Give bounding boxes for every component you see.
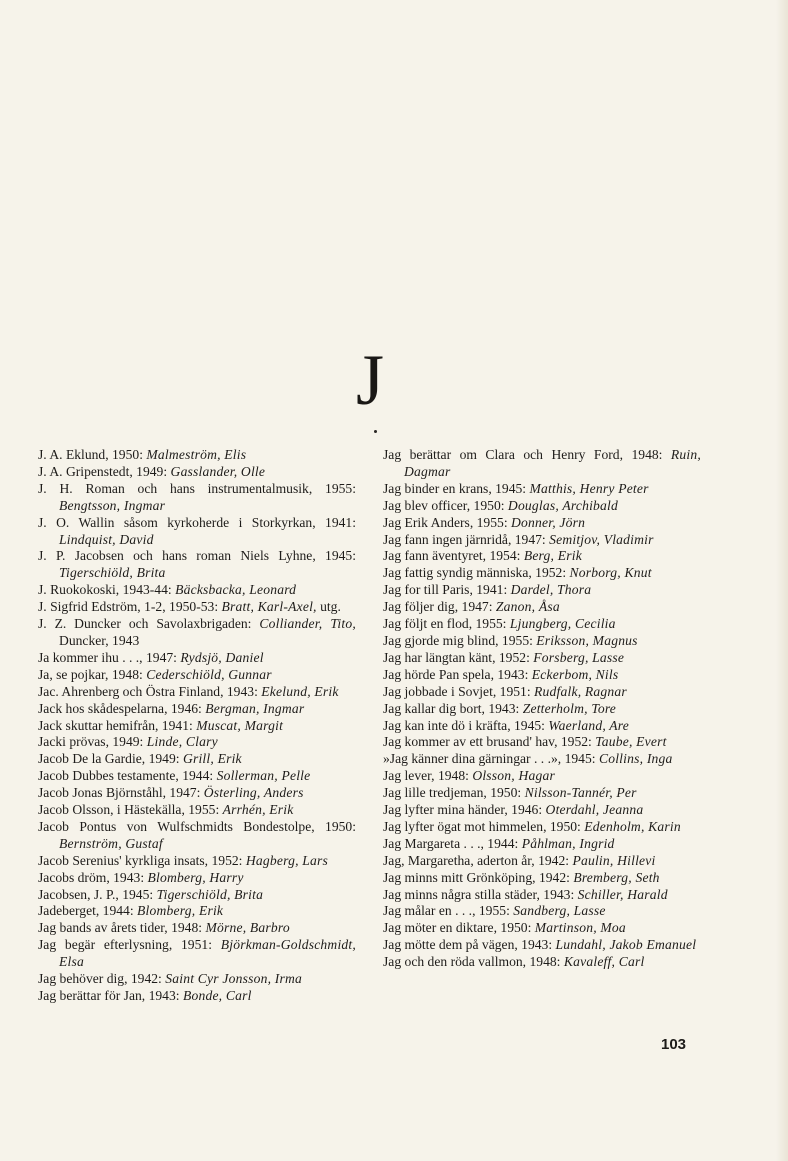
entry-title: Jag följt en flod, 1955:: [383, 616, 510, 632]
entry-author: Berg, Erik: [523, 548, 582, 564]
entry-title: Jack hos skådespelarna, 1946:: [38, 700, 206, 716]
entry-author: Bernström, Gustaf: [59, 835, 163, 851]
entry-author: Zetterholm, Tore: [522, 700, 617, 716]
entry-title: Jag binder en krans, 1945:: [383, 480, 530, 496]
entry-title: Jac. Ahrenberg och Östra Finland, 1943:: [38, 683, 262, 699]
index-entry: [38, 920, 356, 937]
entry-title: Jag och den röda vallmon, 1948:: [383, 954, 564, 970]
index-entry: [383, 684, 701, 701]
entry-title: Jacob Serenius' kyrkliga insats, 1952:: [38, 852, 246, 868]
entry-author: Tigerschiöld, Brita: [156, 886, 264, 902]
entry-title: Jag minns mitt Grönköping, 1942:: [383, 869, 574, 885]
index-entry: [38, 548, 356, 582]
entry-author: Blomberg, Erik: [137, 903, 224, 919]
entry-author: Kavaleff, Carl: [563, 954, 645, 970]
index-entry: [383, 582, 701, 599]
entry-title: Jag lille tredjeman, 1950:: [383, 785, 525, 801]
index-entry: [383, 768, 701, 785]
entry-author: Ekelund, Erik: [261, 683, 339, 699]
entry-author: Ruin, Dagmar: [404, 447, 701, 479]
index-entry: [383, 701, 701, 718]
index-entry: [383, 599, 701, 616]
entry-author: Colliander, Tito,: [259, 616, 356, 632]
entry-title: J. A. Eklund, 1950:: [38, 447, 147, 462]
index-entry: [383, 819, 701, 836]
index-entry: [383, 616, 701, 633]
entry-author: Nilsson-Tannér, Per: [524, 785, 637, 801]
entry-author: Edenholm, Karin: [584, 818, 681, 834]
entry-note: utg.: [316, 599, 341, 615]
entry-title: Jag blev officer, 1950:: [383, 497, 508, 513]
entry-author: Oterdahl, Jeanna: [545, 802, 644, 818]
entry-title: Jag kommer av ett brusand' hav, 1952:: [383, 734, 596, 750]
entry-author: Dardel, Thora: [510, 582, 592, 598]
entry-author: Sollerman, Pelle: [216, 768, 311, 784]
index-entry: [38, 650, 356, 667]
entry-author: Schiller, Harald: [577, 886, 668, 902]
entry-title: Jag kallar dig bort, 1943:: [383, 700, 523, 716]
entry-title: Jacki prövas, 1949:: [38, 734, 147, 750]
index-entry: [38, 988, 356, 1005]
entry-title: Jacob Dubbes testamente, 1944:: [38, 768, 217, 784]
entry-author: Mörne, Barbro: [205, 920, 290, 936]
entry-title: Jag Margareta . . ., 1944:: [383, 835, 522, 851]
page-number: 103: [661, 1036, 687, 1053]
entry-title: Jag for till Paris, 1941:: [383, 582, 511, 598]
entry-title: Jack skuttar hemifrån, 1941:: [38, 717, 197, 733]
entry-title: Jag bands av årets tider, 1948:: [38, 920, 206, 936]
entry-title: J. Ruokokoski, 1943-44:: [38, 582, 176, 598]
entry-author: Paulin, Hillevi: [572, 852, 656, 868]
index-entry: [38, 447, 356, 464]
entry-title: Jag hörde Pan spela, 1943:: [383, 666, 532, 682]
entry-title: Jacob Pontus von Wulfschmidts Bondestolpe, 1950:: [38, 818, 356, 834]
entry-author: Österling, Anders: [203, 785, 304, 801]
index-entry: [38, 785, 356, 802]
index-entry: [383, 498, 701, 515]
entry-author: Bergman, Ingmar: [205, 700, 305, 716]
entry-author: Sandberg, Lasse: [513, 903, 606, 919]
entry-title: Jacobsen, J. P., 1945:: [38, 886, 157, 902]
entry-author: Norborg, Knut: [569, 565, 652, 581]
entry-author: Bremberg, Seth: [573, 869, 660, 885]
entry-title: »Jag känner dina gärningar . . .», 1945:: [383, 751, 599, 767]
index-entry: [383, 718, 701, 735]
entry-author: Björkman-Goldschmidt, Elsa: [59, 937, 356, 970]
index-entry: [383, 515, 701, 532]
index-entry: [383, 650, 701, 667]
entry-author: Bratt, Karl-Axel,: [221, 599, 317, 615]
entry-title: Jag lyfter mina händer, 1946:: [383, 802, 546, 818]
entry-author: Bengtsson, Ingmar: [59, 497, 166, 513]
entry-title: J. A. Gripenstedt, 1949:: [38, 463, 171, 479]
entry-title: Jag möter en diktare, 1950:: [383, 920, 535, 936]
index-entry: [383, 887, 701, 904]
entry-author: Tigerschiöld, Brita: [59, 565, 166, 581]
index-entry: [38, 718, 356, 735]
entry-author: Blomberg, Harry: [147, 869, 244, 885]
index-entry: [38, 464, 356, 481]
index-entry: [38, 903, 356, 920]
entry-title: Ja kommer ihu . . ., 1947:: [38, 649, 181, 665]
entry-title: Jag minns några stilla städer, 1943:: [383, 886, 578, 902]
entry-author: Eckerbom, Nils: [531, 666, 619, 682]
index-entry: [38, 870, 356, 887]
entry-title: Jag fattig syndig människa, 1952:: [383, 565, 570, 581]
entry-title: Jag har längtan känt, 1952:: [383, 649, 534, 665]
entry-title: Jag mötte dem på vägen, 1943:: [383, 937, 556, 953]
entry-title: Jag kan inte dö i kräfta, 1945:: [383, 717, 549, 733]
entry-author: Martinson, Moa: [534, 920, 626, 936]
entry-title: Jag, Margaretha, aderton år, 1942:: [383, 852, 573, 868]
entry-title: Ja, se pojkar, 1948:: [38, 666, 147, 682]
index-entry: [383, 836, 701, 853]
index-entry: [38, 684, 356, 701]
section-dot: [374, 430, 377, 433]
index-entry: [38, 515, 356, 549]
index-entry: [383, 954, 701, 971]
entry-title: Jag fann ingen järnridå, 1947:: [383, 531, 550, 547]
index-entry: [38, 599, 356, 616]
index-entry: [383, 532, 701, 549]
index-entry: [383, 447, 701, 481]
entry-author: Zanon, Åsa: [495, 599, 560, 615]
entry-title: Jacobs dröm, 1943:: [38, 869, 148, 885]
index-entry: [383, 870, 701, 887]
entry-author: Collins, Inga: [598, 751, 673, 767]
entry-title: J. O. Wallin såsom kyrkoherde i Storkyrkan, 1941:: [38, 514, 356, 530]
entry-note: Duncker, 1943: [59, 632, 140, 648]
entry-author: Ljungberg, Cecilia: [509, 616, 616, 632]
entry-author: Rudfalk, Ragnar: [534, 683, 627, 699]
index-entry: [383, 751, 701, 768]
left-index-column: [38, 447, 356, 1005]
entry-author: Matthis, Henry Peter: [529, 480, 649, 496]
entry-author: Rydsjö, Daniel: [180, 649, 264, 665]
entry-title: Jag berättar om Clara och Henry Ford, 1948:: [383, 447, 671, 462]
entry-author: Semitjov, Vladimir: [549, 531, 654, 547]
entry-author: Olsson, Hagar: [472, 768, 555, 784]
index-entry: [38, 819, 356, 853]
index-entry: [38, 802, 356, 819]
index-entry: [383, 565, 701, 582]
entry-author: Bonde, Carl: [182, 988, 252, 1003]
index-entry: [38, 971, 356, 988]
entry-author: Eriksson, Magnus: [536, 632, 638, 648]
entry-author: Hagberg, Lars: [245, 852, 329, 868]
index-entry: [383, 481, 701, 498]
entry-author: Bäcksbacka, Leonard: [175, 582, 297, 598]
entry-author: Gasslander, Olle: [170, 463, 266, 479]
entry-author: Cederschiöld, Gunnar: [146, 666, 272, 682]
entry-title: Jacob Jonas Björnståhl, 1947:: [38, 785, 204, 801]
index-entry: [383, 920, 701, 937]
entry-author: Arrhén, Erik: [222, 802, 294, 818]
entry-title: Jag berättar för Jan, 1943:: [38, 988, 183, 1003]
index-entry: [383, 734, 701, 751]
section-letter: J: [355, 340, 385, 420]
entry-title: J. P. Jacobsen och hans roman Niels Lyhne, 1945:: [38, 548, 356, 564]
index-entry: [38, 853, 356, 870]
index-entry: [383, 785, 701, 802]
entry-author: Grill, Erik: [182, 751, 242, 767]
entry-title: Jag jobbade i Sovjet, 1951:: [383, 683, 535, 699]
entry-author: Saint Cyr Jonsson, Irma: [165, 971, 302, 987]
entry-title: Jacob Olsson, i Hästekälla, 1955:: [38, 802, 223, 818]
entry-author: Malmeström, Elis: [146, 447, 247, 462]
index-entry: [38, 887, 356, 904]
index-entry: [38, 481, 356, 515]
index-entry: [38, 751, 356, 768]
index-entry: [383, 548, 701, 565]
entry-title: Jag gjorde mig blind, 1955:: [383, 632, 537, 648]
entry-title: Jag Erik Anders, 1955:: [383, 514, 511, 530]
entry-author: Lindquist, David: [59, 531, 154, 547]
entry-title: Jadeberget, 1944:: [38, 903, 138, 919]
index-entry: [38, 768, 356, 785]
index-entry: [383, 937, 701, 954]
index-entry: [383, 903, 701, 920]
entry-author: Lundahl, Jakob Emanuel: [555, 937, 697, 953]
entry-title: Jag följer dig, 1947:: [383, 599, 496, 615]
entry-title: Jag begär efterlysning, 1951:: [38, 937, 221, 953]
entry-author: Påhlman, Ingrid: [521, 835, 615, 851]
entry-author: Waerland, Are: [548, 717, 629, 733]
index-entry: [383, 633, 701, 650]
entry-title: Jacob De la Gardie, 1949:: [38, 751, 183, 767]
index-entry: [383, 667, 701, 684]
entry-author: Linde, Clary: [146, 734, 218, 750]
entry-title: Jag lyfter ögat mot himmelen, 1950:: [383, 818, 585, 834]
right-index-column: [383, 447, 701, 971]
index-entry: [38, 937, 356, 971]
index-entry: [38, 616, 356, 650]
entry-title: J. Z. Duncker och Savolaxbrigaden:: [38, 616, 260, 632]
entry-title: J. Sigfrid Edström, 1-2, 1950-53:: [38, 599, 222, 615]
entry-author: Douglas, Archibald: [507, 497, 619, 513]
entry-author: Forsberg, Lasse: [533, 649, 625, 665]
entry-title: Jag lever, 1948:: [383, 768, 473, 784]
index-entry: [383, 853, 701, 870]
entry-title: J. H. Roman och hans instrumentalmusik, 1955:: [38, 480, 356, 496]
index-entry: [383, 802, 701, 819]
page-edge-shadow: [776, 0, 788, 1161]
entry-author: Donner, Jörn: [511, 514, 586, 530]
entry-author: Taube, Evert: [595, 734, 667, 750]
entry-title: Jag behöver dig, 1942:: [38, 971, 166, 987]
entry-title: Jag fann äventyret, 1954:: [383, 548, 524, 564]
entry-author: Muscat, Margit: [196, 717, 284, 733]
index-entry: [38, 667, 356, 684]
index-entry: [38, 734, 356, 751]
index-entry: [38, 582, 356, 599]
entry-title: Jag målar en . . ., 1955:: [383, 903, 514, 919]
index-entry: [38, 701, 356, 718]
